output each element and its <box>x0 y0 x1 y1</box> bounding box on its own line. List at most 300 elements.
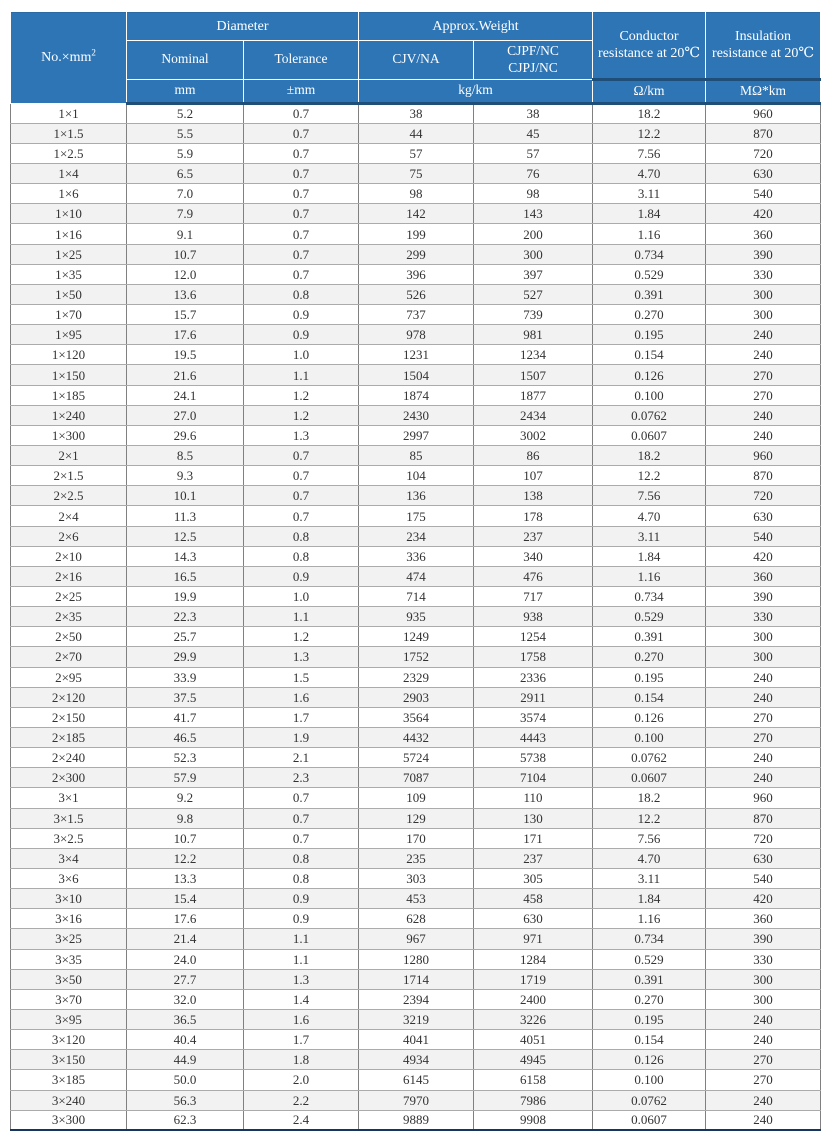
cell-weight-cjv-na: 714 <box>359 587 474 607</box>
cell-weight-cjv-na: 4041 <box>359 1030 474 1050</box>
cell-conductor-resistance: 0.270 <box>593 305 706 325</box>
header-cjpf-cjpj <box>474 41 593 80</box>
cell-spec: 2×1 <box>11 446 127 466</box>
cell-insulation-resistance: 240 <box>706 667 821 687</box>
cell-nominal-diameter: 10.7 <box>127 828 244 848</box>
cell-weight-cjv-na: 474 <box>359 566 474 586</box>
cell-weight-cjpf-cjpj: 4443 <box>474 727 593 747</box>
cell-conductor-resistance: 0.126 <box>593 365 706 385</box>
cell-insulation-resistance: 870 <box>706 808 821 828</box>
header-diameter: Diameter <box>127 13 359 41</box>
cell-weight-cjpf-cjpj: 971 <box>474 929 593 949</box>
cell-nominal-diameter: 37.5 <box>127 687 244 707</box>
cell-weight-cjv-na: 38 <box>359 103 474 123</box>
cell-nominal-diameter: 13.3 <box>127 868 244 888</box>
cell-conductor-resistance: 0.195 <box>593 325 706 345</box>
cell-conductor-resistance: 0.270 <box>593 989 706 1009</box>
table-row <box>11 667 821 687</box>
cell-tolerance: 1.0 <box>244 587 359 607</box>
header-insulation-resistance: Insulation resistance at 20℃ <box>706 13 821 80</box>
cell-nominal-diameter: 29.6 <box>127 425 244 445</box>
cell-nominal-diameter: 27.7 <box>127 969 244 989</box>
cell-spec: 2×1.5 <box>11 466 127 486</box>
cell-insulation-resistance: 720 <box>706 828 821 848</box>
cell-nominal-diameter: 7.0 <box>127 184 244 204</box>
header-no-mm2-label: No.×mm <box>41 50 92 66</box>
cell-nominal-diameter: 13.6 <box>127 284 244 304</box>
cell-insulation-resistance: 390 <box>706 587 821 607</box>
cell-weight-cjv-na: 142 <box>359 204 474 224</box>
cell-conductor-resistance: 0.529 <box>593 949 706 969</box>
table-row <box>11 627 821 647</box>
table-row <box>11 1030 821 1050</box>
cell-nominal-diameter: 7.9 <box>127 204 244 224</box>
cell-conductor-resistance: 3.11 <box>593 526 706 546</box>
table-row <box>11 506 821 526</box>
cell-weight-cjpf-cjpj: 5738 <box>474 748 593 768</box>
table-row <box>11 868 821 888</box>
cell-spec: 3×10 <box>11 889 127 909</box>
cell-tolerance: 1.1 <box>244 929 359 949</box>
cell-spec: 2×240 <box>11 748 127 768</box>
cell-spec: 1×95 <box>11 325 127 345</box>
cell-tolerance: 0.7 <box>244 164 359 184</box>
table-row <box>11 365 821 385</box>
cell-conductor-resistance: 0.734 <box>593 244 706 264</box>
table-row <box>11 103 821 123</box>
cell-conductor-resistance: 12.2 <box>593 123 706 143</box>
cell-nominal-diameter: 17.6 <box>127 909 244 929</box>
cell-tolerance: 1.3 <box>244 969 359 989</box>
cell-insulation-resistance: 420 <box>706 204 821 224</box>
cell-insulation-resistance: 360 <box>706 909 821 929</box>
cell-spec: 3×300 <box>11 1110 127 1130</box>
cell-spec: 3×185 <box>11 1070 127 1090</box>
cell-spec: 2×6 <box>11 526 127 546</box>
cell-tolerance: 0.8 <box>244 848 359 868</box>
cell-weight-cjpf-cjpj: 4051 <box>474 1030 593 1050</box>
cell-insulation-resistance: 240 <box>706 1009 821 1029</box>
table-row <box>11 486 821 506</box>
cell-tolerance: 0.7 <box>244 103 359 123</box>
cell-conductor-resistance: 4.70 <box>593 164 706 184</box>
cell-spec: 3×120 <box>11 1030 127 1050</box>
cell-conductor-resistance: 0.195 <box>593 667 706 687</box>
cell-weight-cjv-na: 4432 <box>359 727 474 747</box>
cell-weight-cjv-na: 526 <box>359 284 474 304</box>
cell-weight-cjv-na: 978 <box>359 325 474 345</box>
cell-nominal-diameter: 33.9 <box>127 667 244 687</box>
cell-weight-cjpf-cjpj: 1284 <box>474 949 593 969</box>
cell-tolerance: 0.7 <box>244 204 359 224</box>
cell-weight-cjpf-cjpj: 305 <box>474 868 593 888</box>
cell-tolerance: 2.2 <box>244 1090 359 1110</box>
header-nominal: Nominal <box>127 41 244 80</box>
cell-weight-cjv-na: 6145 <box>359 1070 474 1090</box>
cell-weight-cjv-na: 1714 <box>359 969 474 989</box>
cell-conductor-resistance: 0.195 <box>593 1009 706 1029</box>
header-cjpf-nc: CJPF/NC <box>507 43 559 58</box>
cell-insulation-resistance: 540 <box>706 526 821 546</box>
table-row <box>11 1090 821 1110</box>
cell-weight-cjpf-cjpj: 2336 <box>474 667 593 687</box>
cell-conductor-resistance: 0.734 <box>593 929 706 949</box>
table-row <box>11 224 821 244</box>
cell-nominal-diameter: 19.9 <box>127 587 244 607</box>
cell-nominal-diameter: 46.5 <box>127 727 244 747</box>
cell-tolerance: 0.7 <box>244 486 359 506</box>
cell-weight-cjpf-cjpj: 237 <box>474 848 593 868</box>
cell-weight-cjv-na: 2394 <box>359 989 474 1009</box>
cell-weight-cjpf-cjpj: 938 <box>474 607 593 627</box>
table-row <box>11 264 821 284</box>
cell-weight-cjv-na: 1504 <box>359 365 474 385</box>
cell-weight-cjpf-cjpj: 107 <box>474 466 593 486</box>
table-row <box>11 1070 821 1090</box>
cell-spec: 3×4 <box>11 848 127 868</box>
cell-insulation-resistance: 240 <box>706 687 821 707</box>
cell-weight-cjpf-cjpj: 7986 <box>474 1090 593 1110</box>
cell-weight-cjpf-cjpj: 1254 <box>474 627 593 647</box>
cell-insulation-resistance: 330 <box>706 607 821 627</box>
cell-nominal-diameter: 9.2 <box>127 788 244 808</box>
table-row <box>11 587 821 607</box>
cell-conductor-resistance: 4.70 <box>593 506 706 526</box>
cell-tolerance: 2.3 <box>244 768 359 788</box>
cell-weight-cjv-na: 235 <box>359 848 474 868</box>
cell-insulation-resistance: 270 <box>706 1050 821 1070</box>
cell-weight-cjv-na: 303 <box>359 868 474 888</box>
cell-weight-cjpf-cjpj: 3226 <box>474 1009 593 1029</box>
cell-spec: 2×150 <box>11 707 127 727</box>
cell-weight-cjv-na: 136 <box>359 486 474 506</box>
cell-conductor-resistance: 0.154 <box>593 1030 706 1050</box>
table-row <box>11 909 821 929</box>
cell-conductor-resistance: 0.270 <box>593 647 706 667</box>
cell-weight-cjpf-cjpj: 2400 <box>474 989 593 1009</box>
table-row <box>11 687 821 707</box>
cell-weight-cjpf-cjpj: 1507 <box>474 365 593 385</box>
table-row <box>11 466 821 486</box>
cell-weight-cjpf-cjpj: 7104 <box>474 768 593 788</box>
table-row <box>11 244 821 264</box>
cell-spec: 3×95 <box>11 1009 127 1029</box>
cell-weight-cjpf-cjpj: 340 <box>474 546 593 566</box>
cell-insulation-resistance: 540 <box>706 184 821 204</box>
cell-spec: 3×16 <box>11 909 127 929</box>
cell-weight-cjpf-cjpj: 630 <box>474 909 593 929</box>
unit-ohm-km: Ω/km <box>593 79 706 103</box>
cell-weight-cjpf-cjpj: 86 <box>474 446 593 466</box>
cell-spec: 3×35 <box>11 949 127 969</box>
cell-weight-cjv-na: 98 <box>359 184 474 204</box>
table-row <box>11 405 821 425</box>
cell-weight-cjv-na: 7087 <box>359 768 474 788</box>
cell-conductor-resistance: 18.2 <box>593 788 706 808</box>
cell-spec: 2×35 <box>11 607 127 627</box>
unit-mohm-km: MΩ*km <box>706 79 821 103</box>
cell-tolerance: 0.8 <box>244 284 359 304</box>
cell-weight-cjpf-cjpj: 200 <box>474 224 593 244</box>
cell-spec: 1×300 <box>11 425 127 445</box>
cell-tolerance: 0.8 <box>244 868 359 888</box>
cell-spec: 2×10 <box>11 546 127 566</box>
cell-tolerance: 0.7 <box>244 143 359 163</box>
cell-insulation-resistance: 270 <box>706 365 821 385</box>
cell-nominal-diameter: 12.5 <box>127 526 244 546</box>
cell-spec: 2×16 <box>11 566 127 586</box>
cell-conductor-resistance: 0.126 <box>593 707 706 727</box>
cell-conductor-resistance: 12.2 <box>593 466 706 486</box>
cell-tolerance: 0.9 <box>244 566 359 586</box>
cell-tolerance: 0.7 <box>244 828 359 848</box>
cell-weight-cjv-na: 75 <box>359 164 474 184</box>
cell-spec: 2×300 <box>11 768 127 788</box>
table-row <box>11 425 821 445</box>
cell-insulation-resistance: 960 <box>706 446 821 466</box>
cell-nominal-diameter: 56.3 <box>127 1090 244 1110</box>
cell-weight-cjv-na: 2997 <box>359 425 474 445</box>
cell-spec: 2×25 <box>11 587 127 607</box>
cell-weight-cjpf-cjpj: 739 <box>474 305 593 325</box>
cell-insulation-resistance: 300 <box>706 989 821 1009</box>
cell-conductor-resistance: 0.734 <box>593 587 706 607</box>
cell-nominal-diameter: 27.0 <box>127 405 244 425</box>
cell-tolerance: 2.0 <box>244 1070 359 1090</box>
cell-tolerance: 1.6 <box>244 1009 359 1029</box>
table-row <box>11 748 821 768</box>
cell-tolerance: 1.1 <box>244 607 359 627</box>
cell-nominal-diameter: 9.1 <box>127 224 244 244</box>
cell-insulation-resistance: 300 <box>706 284 821 304</box>
cell-tolerance: 1.0 <box>244 345 359 365</box>
cell-insulation-resistance: 870 <box>706 466 821 486</box>
cell-tolerance: 0.9 <box>244 305 359 325</box>
cell-spec: 1×35 <box>11 264 127 284</box>
cell-spec: 1×1.5 <box>11 123 127 143</box>
cell-weight-cjpf-cjpj: 4945 <box>474 1050 593 1070</box>
cell-nominal-diameter: 5.2 <box>127 103 244 123</box>
cell-tolerance: 0.7 <box>244 264 359 284</box>
cell-tolerance: 1.3 <box>244 425 359 445</box>
cell-insulation-resistance: 720 <box>706 486 821 506</box>
cell-insulation-resistance: 960 <box>706 103 821 123</box>
cell-conductor-resistance: 0.126 <box>593 1050 706 1070</box>
table-row <box>11 143 821 163</box>
cell-tolerance: 0.7 <box>244 446 359 466</box>
cell-weight-cjv-na: 104 <box>359 466 474 486</box>
cell-spec: 3×240 <box>11 1090 127 1110</box>
cell-weight-cjpf-cjpj: 38 <box>474 103 593 123</box>
cell-tolerance: 0.7 <box>244 224 359 244</box>
cell-weight-cjpf-cjpj: 130 <box>474 808 593 828</box>
table-row <box>11 969 821 989</box>
cell-tolerance: 1.8 <box>244 1050 359 1070</box>
cell-spec: 1×2.5 <box>11 143 127 163</box>
cell-spec: 1×16 <box>11 224 127 244</box>
cell-weight-cjv-na: 396 <box>359 264 474 284</box>
cell-insulation-resistance: 240 <box>706 1110 821 1130</box>
table-row <box>11 768 821 788</box>
table-row <box>11 345 821 365</box>
cell-spec: 3×70 <box>11 989 127 1009</box>
cell-spec: 2×70 <box>11 647 127 667</box>
table-body <box>11 103 821 1130</box>
cell-conductor-resistance: 3.11 <box>593 184 706 204</box>
cell-tolerance: 1.7 <box>244 707 359 727</box>
cell-nominal-diameter: 15.7 <box>127 305 244 325</box>
cell-insulation-resistance: 240 <box>706 325 821 345</box>
cell-nominal-diameter: 17.6 <box>127 325 244 345</box>
cell-spec: 1×1 <box>11 103 127 123</box>
cell-insulation-resistance: 630 <box>706 848 821 868</box>
cell-weight-cjv-na: 2430 <box>359 405 474 425</box>
table-row <box>11 204 821 224</box>
cell-conductor-resistance: 0.100 <box>593 1070 706 1090</box>
cell-weight-cjpf-cjpj: 57 <box>474 143 593 163</box>
cell-tolerance: 1.2 <box>244 385 359 405</box>
cell-nominal-diameter: 21.4 <box>127 929 244 949</box>
cell-insulation-resistance: 240 <box>706 405 821 425</box>
cell-conductor-resistance: 1.84 <box>593 546 706 566</box>
cell-conductor-resistance: 1.84 <box>593 889 706 909</box>
table-row <box>11 848 821 868</box>
cell-nominal-diameter: 40.4 <box>127 1030 244 1050</box>
cell-conductor-resistance: 0.391 <box>593 284 706 304</box>
cell-weight-cjv-na: 1280 <box>359 949 474 969</box>
cell-tolerance: 0.7 <box>244 506 359 526</box>
table-row <box>11 446 821 466</box>
cell-conductor-resistance: 0.0762 <box>593 748 706 768</box>
cell-weight-cjv-na: 628 <box>359 909 474 929</box>
cell-spec: 2×2.5 <box>11 486 127 506</box>
cell-nominal-diameter: 52.3 <box>127 748 244 768</box>
cell-weight-cjv-na: 7970 <box>359 1090 474 1110</box>
header-no-mm2-superscript: 2 <box>91 47 96 58</box>
cell-weight-cjpf-cjpj: 6158 <box>474 1070 593 1090</box>
cell-weight-cjpf-cjpj: 110 <box>474 788 593 808</box>
cell-tolerance: 1.2 <box>244 405 359 425</box>
table-row <box>11 305 821 325</box>
cell-tolerance: 1.4 <box>244 989 359 1009</box>
cell-weight-cjpf-cjpj: 76 <box>474 164 593 184</box>
cell-tolerance: 0.9 <box>244 325 359 345</box>
cell-weight-cjv-na: 2329 <box>359 667 474 687</box>
cell-weight-cjpf-cjpj: 1719 <box>474 969 593 989</box>
cell-insulation-resistance: 240 <box>706 1090 821 1110</box>
cell-tolerance: 0.8 <box>244 526 359 546</box>
header-approx-weight: Approx.Weight <box>359 13 593 41</box>
cell-insulation-resistance: 960 <box>706 788 821 808</box>
cell-tolerance: 0.7 <box>244 244 359 264</box>
cell-nominal-diameter: 16.5 <box>127 566 244 586</box>
table-row <box>11 647 821 667</box>
cell-spec: 3×6 <box>11 868 127 888</box>
cell-weight-cjv-na: 5724 <box>359 748 474 768</box>
cell-insulation-resistance: 330 <box>706 264 821 284</box>
table-row <box>11 607 821 627</box>
cell-nominal-diameter: 11.3 <box>127 506 244 526</box>
cell-insulation-resistance: 390 <box>706 244 821 264</box>
cell-tolerance: 1.9 <box>244 727 359 747</box>
cell-conductor-resistance: 1.16 <box>593 224 706 244</box>
cell-weight-cjv-na: 199 <box>359 224 474 244</box>
cell-conductor-resistance: 3.11 <box>593 868 706 888</box>
header-conductor-resistance: Conductor resistance at 20℃ <box>593 13 706 80</box>
cell-weight-cjv-na: 234 <box>359 526 474 546</box>
cell-tolerance: 0.8 <box>244 546 359 566</box>
cell-insulation-resistance: 360 <box>706 224 821 244</box>
cell-spec: 3×1.5 <box>11 808 127 828</box>
cell-nominal-diameter: 10.1 <box>127 486 244 506</box>
header-cjpj-nc: CJPJ/NC <box>508 59 558 75</box>
cell-conductor-resistance: 0.154 <box>593 345 706 365</box>
cell-conductor-resistance: 18.2 <box>593 103 706 123</box>
cell-spec: 2×120 <box>11 687 127 707</box>
cell-insulation-resistance: 270 <box>706 1070 821 1090</box>
cell-weight-cjpf-cjpj: 981 <box>474 325 593 345</box>
cell-weight-cjpf-cjpj: 3002 <box>474 425 593 445</box>
cell-weight-cjpf-cjpj: 1758 <box>474 647 593 667</box>
cell-spec: 1×25 <box>11 244 127 264</box>
cell-spec: 2×4 <box>11 506 127 526</box>
cell-conductor-resistance: 1.84 <box>593 204 706 224</box>
cell-insulation-resistance: 630 <box>706 164 821 184</box>
table-row <box>11 1009 821 1029</box>
cell-weight-cjpf-cjpj: 717 <box>474 587 593 607</box>
table-row <box>11 546 821 566</box>
table-row <box>11 1110 821 1130</box>
cell-insulation-resistance: 240 <box>706 425 821 445</box>
table-row <box>11 526 821 546</box>
cell-insulation-resistance: 300 <box>706 647 821 667</box>
cell-insulation-resistance: 300 <box>706 627 821 647</box>
table-row <box>11 727 821 747</box>
cell-weight-cjv-na: 129 <box>359 808 474 828</box>
cell-weight-cjv-na: 737 <box>359 305 474 325</box>
cell-conductor-resistance: 0.0762 <box>593 1090 706 1110</box>
cell-nominal-diameter: 25.7 <box>127 627 244 647</box>
cell-weight-cjpf-cjpj: 171 <box>474 828 593 848</box>
cell-weight-cjpf-cjpj: 458 <box>474 889 593 909</box>
cell-spec: 3×150 <box>11 1050 127 1070</box>
cell-tolerance: 1.1 <box>244 365 359 385</box>
cell-weight-cjpf-cjpj: 527 <box>474 284 593 304</box>
cell-tolerance: 1.6 <box>244 687 359 707</box>
cell-weight-cjpf-cjpj: 476 <box>474 566 593 586</box>
cell-insulation-resistance: 300 <box>706 969 821 989</box>
cell-nominal-diameter: 6.5 <box>127 164 244 184</box>
cell-tolerance: 2.1 <box>244 748 359 768</box>
cell-weight-cjv-na: 175 <box>359 506 474 526</box>
cell-conductor-resistance: 1.16 <box>593 566 706 586</box>
cell-nominal-diameter: 24.1 <box>127 385 244 405</box>
table-row <box>11 1050 821 1070</box>
table-row <box>11 828 821 848</box>
cell-tolerance: 0.7 <box>244 466 359 486</box>
cell-conductor-resistance: 0.391 <box>593 969 706 989</box>
table-row <box>11 284 821 304</box>
cell-nominal-diameter: 5.5 <box>127 123 244 143</box>
cell-spec: 3×2.5 <box>11 828 127 848</box>
cell-nominal-diameter: 9.8 <box>127 808 244 828</box>
cell-weight-cjpf-cjpj: 237 <box>474 526 593 546</box>
cell-nominal-diameter: 62.3 <box>127 1110 244 1130</box>
cell-tolerance: 0.7 <box>244 788 359 808</box>
cell-spec: 1×120 <box>11 345 127 365</box>
table-row <box>11 707 821 727</box>
cell-spec: 1×6 <box>11 184 127 204</box>
